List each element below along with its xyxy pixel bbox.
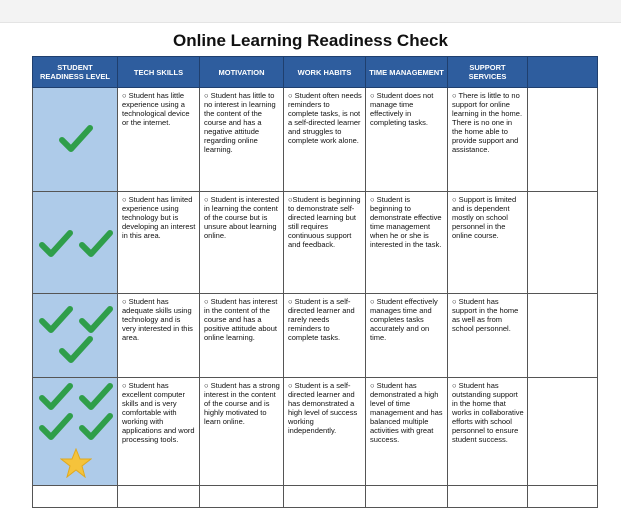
table-cell: ○ Student is a self-directed learner and has demonstrated a high level of success working independently. [284, 378, 366, 486]
table-cell: ○ There is little to no support for online learning in the home. There is no one in the home able to provide support and assistance. [448, 88, 528, 192]
table-cell: ○ Student has demonstrated a high level of time management and has balanced multiple activities with great success. [366, 378, 448, 486]
table-cell [200, 486, 284, 508]
table-cell: ○ Student has little to no interest in learning the content of the course and has a negative attitude regarding online learning. [200, 88, 284, 192]
table-cell: ○ Student has a strong interest in the content of the course and is highly motivated to learn online. [200, 378, 284, 486]
table-cell: ○ Student has little experience using a technological device or the internet. [118, 88, 200, 192]
table-cell [528, 294, 598, 378]
header-cell: SUPPORT SERVICES [448, 57, 528, 88]
table-cell: ○ Student is beginning to demonstrate effective time management when he or she is interested in the task. [366, 192, 448, 294]
table-cell [528, 486, 598, 508]
table-cell: ○ Student has outstanding support in the home that works in collaborative efforts with school personnel to ensure student success. [448, 378, 528, 486]
table-cell [366, 486, 448, 508]
header-row [33, 57, 598, 88]
table-cell: ○ Student has support in the home as well as from school personnel. [448, 294, 528, 378]
table-cell: ○ Student has adequate skills using technology and is very interested in this area. [118, 294, 200, 378]
table-row [33, 192, 598, 294]
level-marks [33, 303, 117, 369]
page-title: Online Learning Readiness Check [173, 31, 448, 50]
checkmark-icon [39, 229, 73, 259]
checkmark-icon [79, 382, 113, 412]
table-cell: ○ Student effectively manages time and completes tasks accurately and on time. [366, 294, 448, 378]
checkmark-icon [79, 305, 113, 335]
checkmark-icon [59, 124, 93, 154]
table-cell: ○ Student is interested in learning the content of the course but is unsure about learning online. [200, 192, 284, 294]
table-row [33, 88, 598, 192]
table-row [33, 294, 598, 378]
table-cell [528, 88, 598, 192]
checkmark-icon [79, 229, 113, 259]
level-marks [33, 223, 117, 263]
header-cell: STUDENT READINESS LEVEL [33, 57, 118, 88]
readiness-level-cell [33, 88, 118, 192]
table-cell: ○ Student has interest in the content of the course and has a positive attitude about online learning. [200, 294, 284, 378]
checkmark-icon [79, 412, 113, 442]
checkmark-icon [39, 305, 73, 335]
level-marks [33, 382, 117, 482]
header-cell [528, 57, 598, 88]
header-cell: MOTIVATION [200, 57, 284, 88]
checkmark-icon [39, 412, 73, 442]
level-marks [33, 120, 117, 160]
top-bar [0, 0, 621, 23]
readiness-level-cell [33, 378, 118, 486]
header-cell: TECH SKILLS [118, 57, 200, 88]
table-cell [118, 486, 200, 508]
checkmark-icon [59, 335, 93, 365]
table-cell: ○ Student has limited experience using technology but is developing an interest in this area. [118, 192, 200, 294]
table-cell: ○ Student often needs reminders to complete tasks, is not a self-directed learner and struggles to complete work alone. [284, 88, 366, 192]
table-cell: ○ Student does not manage time effectively in completing tasks. [366, 88, 448, 192]
table-cell: ○ Support is limited and is dependent mostly on school personnel in the online course. [448, 192, 528, 294]
table-row [33, 378, 598, 486]
table-cell [528, 378, 598, 486]
header-cell: WORK HABITS [284, 57, 366, 88]
checkmark-icon [39, 382, 73, 412]
table-row [33, 486, 598, 508]
header-cell: TIME MANAGEMENT [366, 57, 448, 88]
readiness-table [32, 56, 598, 508]
table-cell [33, 486, 118, 508]
table-cell [448, 486, 528, 508]
table-cell [284, 486, 366, 508]
readiness-level-cell [33, 294, 118, 378]
table-cell [528, 192, 598, 294]
table-cell: ○ Student is a self-directed learner and rarely needs reminders to complete tasks. [284, 294, 366, 378]
star-icon [60, 448, 92, 478]
table-cell: ○Student is beginning to demonstrate self-directed learning but still requires continuous support and feedback. [284, 192, 366, 294]
readiness-level-cell [33, 192, 118, 294]
table-cell: ○ Student has excellent computer skills and is very comfortable with working with applications and word processing tools. [118, 378, 200, 486]
